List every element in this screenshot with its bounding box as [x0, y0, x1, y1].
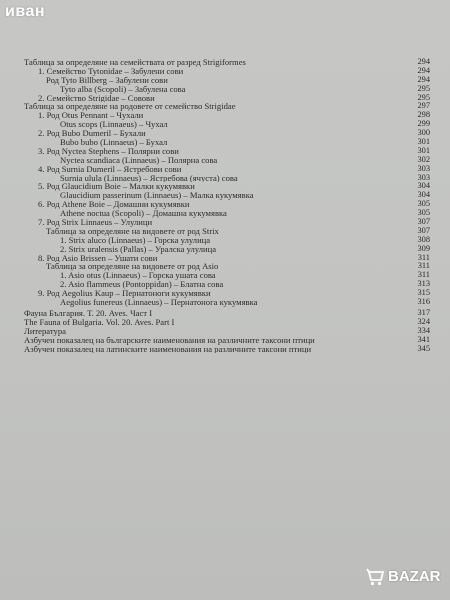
toc-entry-page: 305 — [417, 209, 430, 218]
toc-entry — [24, 289, 430, 298]
toc-entry-page: 297 — [417, 102, 430, 111]
toc-entry-page: 316 — [417, 298, 430, 307]
toc-entry-page: 294 — [417, 75, 430, 84]
toc-entry — [24, 67, 430, 76]
toc-entry-page: 298 — [417, 111, 430, 120]
toc-entry-title: Таблица за определяне на видовете от род Strix — [46, 226, 219, 236]
toc-entry-title: 4. Род Surnia Dumeril – Ястребови сови — [38, 164, 182, 174]
toc-entry — [24, 298, 430, 307]
toc-entry-title: 9. Род Aegolius Kaup – Пернатоноги кукумявки — [38, 289, 211, 299]
bazar-logo-icon — [366, 567, 386, 587]
toc-entry-title: Aegolius funereus (Linnaeus) – Пернатонога кукумявка — [60, 298, 258, 307]
toc-entry-title: 2. Asio flammeus (Pontoppidan) – Блатна сова — [60, 280, 224, 290]
toc-entry-title: Bubo bubo (Linnaeus) – Бухал — [60, 138, 168, 147]
toc-entry-page: 311 — [417, 262, 430, 271]
toc-entry-page: 315 — [417, 289, 430, 298]
toc-entry — [24, 165, 430, 174]
toc-entry — [24, 120, 430, 129]
toc-entry-page: 301 — [417, 138, 430, 147]
toc-entry-title: 1. Семейство Tytonidae – Забулени сови — [38, 66, 184, 76]
toc-entry — [24, 94, 430, 103]
toc-entry — [24, 147, 430, 156]
toc-entry-title: 1. Strix aluco (Linnaeus) – Горска улулица — [60, 235, 211, 245]
toc-entry-title: Таблица за определяне на родовете от семейство Strigidae — [24, 102, 236, 112]
toc-entry-page: 345 — [417, 344, 430, 353]
toc-entry — [24, 345, 430, 354]
toc-entry — [24, 254, 430, 263]
toc-entry-page: 294 — [417, 66, 430, 75]
toc-entry-title: 2. Род Bubo Dumeril – Бухали — [38, 129, 146, 139]
toc-entry-title: 5. Род Glaucidium Boie – Малки кукумявки — [38, 182, 195, 192]
toc-entry-page: 294 — [417, 58, 430, 66]
toc-entry-title: Таблица за определяне на видовете от род Asio — [46, 262, 219, 272]
toc-entry — [24, 174, 430, 183]
toc-entry-page: 301 — [417, 146, 430, 155]
toc-entry-title: Nyctea scandiaca (Linnaeus) – Полярна сова — [60, 155, 218, 165]
toc-entry — [24, 336, 430, 345]
toc-entry — [24, 271, 430, 280]
toc-entry-page: 295 — [417, 84, 430, 93]
toc-entry-page: 313 — [417, 280, 430, 289]
toc-entry-title: Surnia ulula (Linnaeus) – Ястребова (ячуста) сова — [60, 173, 238, 183]
toc-entry-title: Glaucidium passerinum (Linnaeus) – Малка кукумявка — [60, 191, 254, 201]
toc-entry — [24, 209, 430, 218]
toc-entry — [24, 191, 430, 200]
toc-entry-page: 302 — [417, 155, 430, 164]
toc-entry-title: 1. Род Otus Pennant – Чухали — [38, 111, 144, 121]
toc-entry-page: 295 — [417, 93, 430, 102]
table-of-contents — [24, 58, 430, 353]
toc-entry-title: Фауна България. Т. 20. Aves. Част I — [24, 308, 153, 318]
toc-entry — [24, 200, 430, 209]
toc-entry — [24, 182, 430, 191]
toc-entry — [24, 327, 430, 336]
toc-entry — [24, 262, 430, 271]
toc-entry — [24, 280, 430, 289]
toc-entry-page: 307 — [417, 218, 430, 227]
toc-entry-title: Таблица за определяне на семействата от разред Strigiformes — [24, 58, 246, 67]
toc-entry-page: 303 — [417, 164, 430, 173]
toc-entry-page: 308 — [417, 235, 430, 244]
toc-entry — [24, 318, 430, 327]
toc-entry-title: Otus scops (Linnaeus) – Чухал — [60, 120, 168, 130]
toc-entry-title: Азбучен показалец на латинските наименования на различните таксони птици — [24, 344, 312, 354]
toc-entry — [24, 227, 430, 236]
toc-entry-title: 2. Strix uralensis (Pallas) – Уралска улулица — [60, 244, 217, 254]
toc-entry-page: 317 — [417, 308, 430, 317]
toc-entry-page: 300 — [417, 129, 430, 138]
toc-entry — [24, 236, 430, 245]
toc-entry-page: 341 — [417, 335, 430, 344]
bazar-logo — [364, 564, 446, 590]
toc-entry — [24, 309, 430, 318]
toc-entry-title: 8. Род Asio Brissen – Ушати сови — [38, 253, 158, 263]
toc-entry-page: 305 — [417, 200, 430, 209]
toc-entry — [24, 111, 430, 120]
toc-entry — [24, 245, 430, 254]
toc-entry-page: 311 — [417, 271, 430, 280]
toc-entry-title: 3. Род Nyctea Stephens – Полярни сови — [38, 146, 179, 156]
toc-entry-title: 1. Asio otus (Linnaeus) – Горска ушата сова — [60, 271, 216, 281]
toc-entry — [24, 102, 430, 111]
toc-entry-page: 299 — [417, 120, 430, 129]
bazar-logo-text: BAZAR — [388, 568, 441, 585]
toc-entry-page: 311 — [417, 253, 430, 262]
toc-entry — [24, 138, 430, 147]
toc-entry — [24, 129, 430, 138]
toc-entry-page: 304 — [417, 191, 430, 200]
toc-entry-page: 324 — [417, 317, 430, 326]
toc-entry-page: 303 — [417, 173, 430, 182]
toc-entry — [24, 156, 430, 165]
toc-entry-title: Литература — [24, 326, 66, 336]
toc-entry-title: Athene noctua (Scopoli) – Домашна кукумявка — [60, 209, 227, 219]
toc-entry-title: 7. Род Strix Linnaeus – Улулици — [38, 218, 153, 227]
toc-entry-page: 309 — [417, 244, 430, 253]
toc-entry-title: Род Tyto Billberg – Забулени сови — [46, 75, 168, 85]
toc-entry-title: The Fauna of Bulgaria. Vol. 20. Aves. Part I — [24, 317, 175, 327]
toc-entry-page: 307 — [417, 226, 430, 235]
toc-entry-title: 2. Семейство Strigidae – Совови — [38, 93, 155, 103]
toc-entry-title: Tyto alba (Scopoli) – Забулена сова — [60, 84, 186, 94]
toc-entry — [24, 76, 430, 85]
toc-entry — [24, 218, 430, 227]
watermark-text: иван — [5, 3, 46, 20]
toc-entry-title: 6. Род Athene Boie – Домашни кукумявки — [38, 200, 190, 210]
toc-entry — [24, 58, 430, 67]
toc-entry-title: Азбучен показалец на българските наименования на различните таксони птици — [24, 335, 315, 345]
toc-entry-page: 304 — [417, 182, 430, 191]
toc-entry-page: 334 — [417, 326, 430, 335]
toc-entry — [24, 85, 430, 94]
